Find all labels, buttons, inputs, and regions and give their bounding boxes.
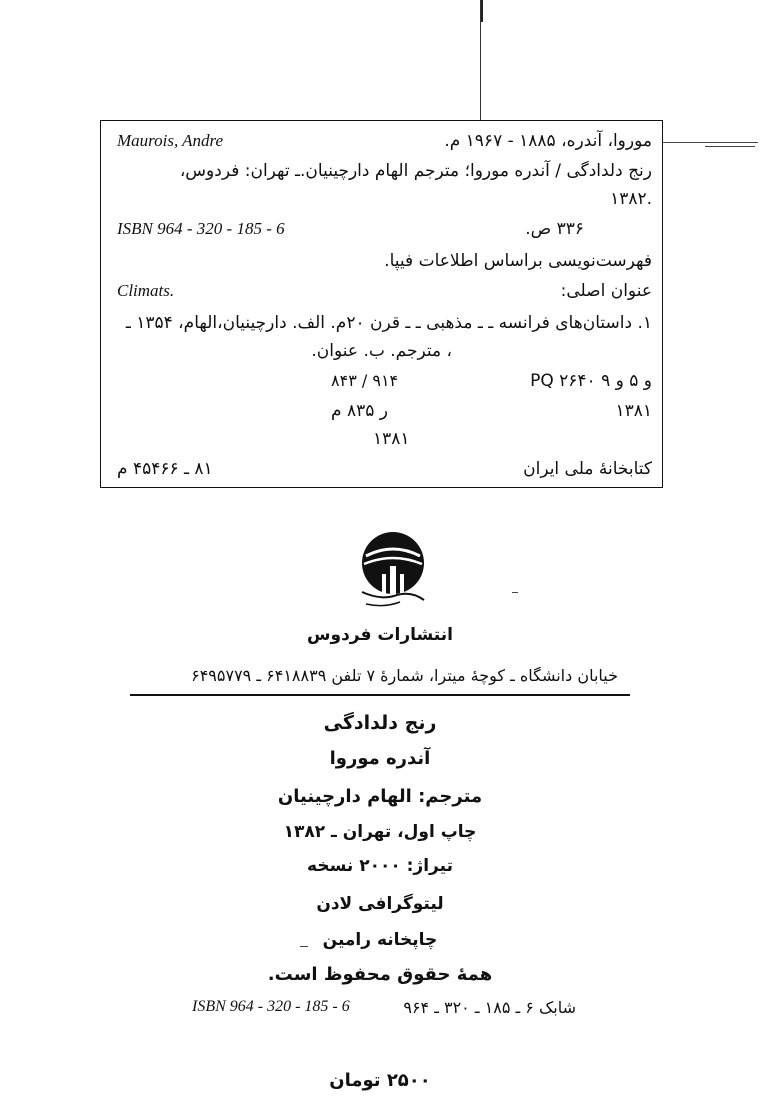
edition: چاپ اول، تهران ـ ۱۳۸۲ bbox=[283, 822, 477, 842]
lc-year: ۱۳۸۱ bbox=[615, 401, 652, 421]
isbn-persian: شابک ۶ ـ ۱۸۵ ـ ۳۲۰ ـ ۹۶۴ bbox=[403, 998, 576, 1017]
lithography: لیتوگرافی لادن bbox=[316, 894, 444, 914]
rights-notice: همهٔ حقوق محفوظ است. bbox=[267, 964, 493, 985]
national-library: کتابخانهٔ ملی ایران bbox=[523, 459, 652, 479]
library-number: ۸۱ ـ ۴۵۴۶۶ م bbox=[117, 459, 213, 479]
isbn-card: ISBN 964 - 320 - 185 - 6 bbox=[117, 219, 285, 238]
original-title: Climats. bbox=[117, 281, 175, 300]
scan-speck bbox=[300, 946, 308, 947]
catalog-card bbox=[100, 120, 663, 488]
author-latin: Maurois, Andre bbox=[117, 131, 224, 150]
subject-headings-cont: ، مترجم. ب. عنوان. bbox=[311, 341, 452, 361]
subject-headings: ۱. داستان‌های فرانسه ـ ـ مذهبی ـ ـ قرن ۲۰م. الف. دارچینیان،الهام، ۱۳۵۴ ـ bbox=[125, 313, 652, 333]
publisher-logo bbox=[360, 530, 426, 610]
scan-speck bbox=[512, 592, 518, 593]
price: ۲۵۰۰ تومان bbox=[329, 1070, 431, 1091]
publisher-name: انتشارات فردوس bbox=[307, 625, 453, 645]
book-translator: مترجم: الهام دارچینیان bbox=[277, 786, 483, 807]
scan-line bbox=[663, 142, 758, 143]
page-count: ۳۳۶ ص. bbox=[525, 219, 584, 239]
title-statement-year: ۱۳۸۲. bbox=[610, 189, 652, 209]
divider bbox=[130, 694, 630, 696]
dewey-year: ۱۳۸۱ bbox=[373, 429, 410, 449]
title-statement: رنج دلدادگی / آندره موروا؛ مترجم الهام دارچینیان.ـ تهران: فردوس، bbox=[179, 161, 652, 181]
scan-mark bbox=[481, 0, 483, 22]
classification-number: ۸۴۳ / ۹۱۴ bbox=[331, 371, 399, 390]
printer: چاپخانه رامین bbox=[322, 930, 438, 950]
book-title: رنج دلدادگی bbox=[323, 712, 437, 734]
lc-classification: PQ ۲۶۴۰ و ۵ و ۹ bbox=[530, 371, 652, 391]
print-run: تیراژ: ۲۰۰۰ نسخه bbox=[307, 856, 453, 876]
publisher-address: خیابان دانشگاه ـ کوچهٔ میترا، شمارهٔ ۷ تلفن ۶۴۱۸۸۳۹ ـ ۶۴۹۵۷۷۹ bbox=[191, 666, 618, 685]
author-persian: موروا، آندره، ۱۸۸۵ - ۱۹۶۷ م. bbox=[444, 131, 652, 151]
fipa-note: فهرست‌نویسی براساس اطلاعات فیپا. bbox=[384, 251, 652, 271]
original-title-label: عنوان اصلی: bbox=[560, 281, 652, 301]
isbn-latin: ISBN 964 - 320 - 185 - 6 bbox=[192, 998, 350, 1015]
book-author: آندره موروا bbox=[329, 748, 431, 769]
scan-line bbox=[705, 146, 755, 147]
dewey-number: ر ۸۳۵ م bbox=[331, 401, 388, 421]
